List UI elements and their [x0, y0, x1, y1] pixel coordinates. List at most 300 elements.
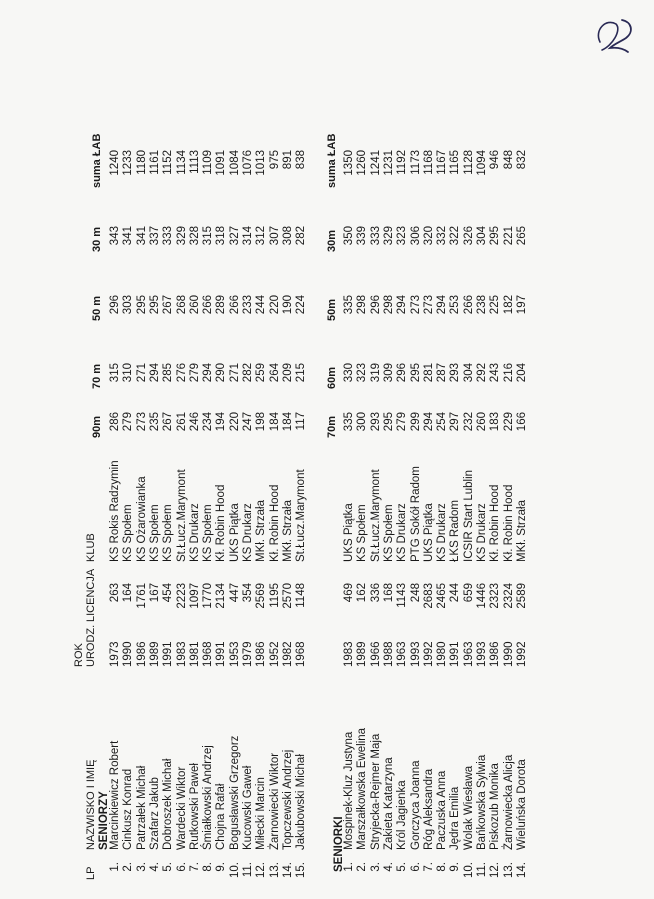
- row-score-2: 292: [476, 363, 488, 383]
- row-lp: 6.: [409, 862, 422, 872]
- row-year: 1953: [228, 641, 241, 667]
- row-score-4: 312: [255, 226, 268, 246]
- row-club: Kł. Robin Hood: [502, 484, 515, 562]
- row-total: 1076: [242, 150, 254, 176]
- row-score-4: 341: [122, 226, 135, 246]
- table-row: [189, 80, 202, 880]
- row-score-2: 309: [382, 363, 395, 383]
- dist-header: 60m: [326, 366, 338, 389]
- row-year: 1983: [343, 641, 355, 667]
- row-year: 1990: [122, 641, 135, 667]
- row-score-3: 224: [295, 295, 308, 315]
- row-total: 1152: [162, 150, 175, 175]
- row-club: KS Społem: [202, 504, 215, 562]
- col-header-club: KLUB: [85, 533, 97, 562]
- row-club: MKł. Strzała: [515, 500, 528, 562]
- row-year: 1990: [502, 641, 515, 667]
- row-total: 1134: [175, 150, 188, 175]
- row-name: Patrzałek Michał: [135, 765, 148, 850]
- row-name: Śmiałkowski Andrzej: [202, 745, 215, 850]
- row-score-2: 294: [148, 363, 161, 383]
- row-score-2: 271: [228, 363, 241, 383]
- row-total: 1128: [462, 150, 475, 175]
- row-licence: 2569: [255, 583, 268, 609]
- row-club: ICSIR Start Lublin: [462, 469, 475, 562]
- row-total: 1233: [122, 150, 135, 176]
- row-score-3: 266: [202, 295, 215, 315]
- table-row: [215, 80, 228, 880]
- row-year: 1983: [175, 641, 188, 667]
- row-year: 1989: [356, 641, 369, 667]
- row-score-4: 333: [162, 226, 175, 246]
- row-year: 1980: [436, 641, 449, 667]
- row-year: 1973: [109, 641, 121, 667]
- row-lp: 10.: [228, 862, 241, 878]
- row-year: 1986: [135, 641, 148, 667]
- table-row: [269, 80, 282, 880]
- dist-header: suma ŁAB: [326, 133, 338, 188]
- row-score-3: 289: [215, 295, 228, 315]
- row-score-2: 271: [135, 363, 148, 383]
- row-licence: 1143: [396, 583, 409, 608]
- row-year: 1952: [268, 641, 281, 667]
- row-name: Paczuska Anna: [436, 770, 449, 850]
- row-lp: 12.: [489, 862, 502, 878]
- row-score-4: 308: [281, 226, 294, 246]
- row-year: 1992: [422, 641, 435, 667]
- row-licence: 2589: [515, 583, 528, 609]
- row-lp: 6.: [175, 862, 188, 872]
- row-name: Cinkusz Konrad: [122, 768, 135, 850]
- row-lp: 9.: [215, 862, 228, 872]
- row-score-3: 220: [268, 295, 281, 315]
- row-licence: 1195: [268, 583, 281, 608]
- row-score-2: 323: [356, 363, 369, 383]
- row-lp: 13.: [268, 862, 281, 878]
- row-score-2: 216: [502, 363, 515, 383]
- row-score-2: 315: [109, 363, 121, 383]
- row-total: 1084: [228, 150, 241, 176]
- row-score-1: 183: [489, 412, 502, 432]
- table-row: [463, 80, 476, 880]
- row-score-3: 225: [489, 295, 502, 315]
- row-club: KS Drukarz: [436, 503, 449, 562]
- row-score-2: 319: [369, 363, 382, 383]
- row-score-4: 221: [502, 226, 515, 246]
- row-total: 848: [502, 150, 515, 170]
- row-name: Wieluńska Dorota: [515, 759, 528, 850]
- table-row: [436, 80, 449, 880]
- row-score-1: 246: [188, 412, 201, 432]
- row-licence: 2570: [281, 583, 294, 609]
- row-name: Szafarz Jakub: [148, 777, 161, 850]
- row-licence: 1148: [295, 583, 308, 608]
- table-row: [383, 80, 396, 880]
- row-score-2: 290: [215, 363, 228, 383]
- row-score-2: 287: [436, 363, 449, 383]
- table-row: [109, 80, 122, 880]
- row-score-3: 244: [255, 295, 268, 315]
- row-score-2: 281: [422, 363, 435, 383]
- row-score-4: 343: [109, 226, 121, 246]
- row-score-1: 293: [369, 412, 382, 432]
- row-name: Kucowski Gaweł: [242, 765, 254, 850]
- row-lp: 7.: [422, 862, 435, 872]
- row-score-3: 266: [228, 295, 241, 315]
- row-score-3: 295: [135, 295, 148, 315]
- table-row: [136, 80, 149, 880]
- row-score-2: 295: [409, 363, 422, 383]
- row-score-2: 264: [268, 363, 281, 383]
- row-score-3: 197: [515, 295, 528, 315]
- row-total: 1161: [148, 150, 161, 175]
- row-licence: 263: [109, 583, 121, 603]
- row-name: Dobroszek Michał: [162, 758, 175, 850]
- row-name: Bańkowska Sylwia: [476, 754, 488, 850]
- row-name: Marszałkowska Ewelina: [356, 727, 369, 850]
- row-score-4: 295: [489, 226, 502, 246]
- row-total: 1192: [396, 150, 409, 175]
- row-score-4: 341: [135, 226, 148, 246]
- row-score-1: 254: [436, 412, 449, 432]
- row-name: Żarnowiecka Alicja: [502, 754, 515, 850]
- row-name: Jędra Emilia: [449, 786, 462, 850]
- row-score-1: 335: [343, 412, 355, 432]
- row-club: Kł. Robin Hood: [489, 484, 502, 562]
- row-licence: 2223: [175, 583, 188, 609]
- table-row: [356, 80, 369, 880]
- row-club: Kł. Robin Hood: [215, 484, 228, 562]
- row-club: KS Drukarz: [396, 503, 409, 562]
- table-row: [489, 80, 502, 880]
- table-row: [229, 80, 242, 880]
- row-score-1: 234: [202, 412, 215, 432]
- row-licence: 1761: [135, 583, 148, 609]
- row-score-2: 310: [122, 363, 135, 383]
- row-score-3: 273: [422, 295, 435, 315]
- row-licence: 248: [409, 583, 422, 603]
- row-score-3: 268: [175, 295, 188, 315]
- row-score-3: 267: [162, 295, 175, 315]
- row-licence: 469: [343, 583, 355, 603]
- row-score-1: 194: [215, 412, 228, 432]
- row-score-4: 265: [515, 226, 528, 246]
- row-total: 1113: [188, 150, 201, 174]
- table-row: [176, 80, 189, 880]
- section-title-women: SENIORKI: [333, 816, 345, 872]
- row-year: 1991: [215, 641, 228, 667]
- row-score-4: 337: [148, 226, 161, 246]
- row-year: 1963: [462, 641, 475, 667]
- row-year: 1966: [369, 641, 382, 667]
- row-club: PTG Sokół Radom: [409, 466, 422, 562]
- row-club: KS Społem: [382, 504, 395, 562]
- row-club: KS Społem: [356, 504, 369, 562]
- row-score-1: 220: [228, 412, 241, 432]
- row-score-3: 294: [436, 295, 449, 315]
- row-total: 1109: [202, 150, 215, 175]
- row-name: Miłecki Marcin: [255, 777, 268, 850]
- row-score-2: 294: [202, 363, 215, 383]
- col-header-year-bottom: URODZ.: [85, 624, 97, 667]
- row-name: Marcinkiewicz Robert: [109, 740, 121, 850]
- row-name: Żarnowiecki Wiktor: [268, 752, 281, 850]
- row-licence: 2134: [215, 583, 228, 609]
- row-year: 1989: [148, 641, 161, 667]
- row-lp: 12.: [255, 862, 268, 878]
- row-total: 1091: [215, 150, 228, 176]
- dist-header: 90m: [91, 415, 103, 438]
- row-club: KS Ożarowianka: [135, 476, 148, 562]
- row-score-4: 322: [449, 226, 462, 246]
- row-total: 1260: [356, 150, 369, 176]
- col-header-licence: LICENCJA: [85, 568, 97, 622]
- row-score-2: 209: [281, 363, 294, 383]
- table-row: [149, 80, 162, 880]
- col-header-name: NAZWISKO I IMIĘ: [85, 759, 97, 850]
- row-name: Zakieta Katarzyna: [382, 757, 395, 850]
- row-score-1: 299: [409, 412, 422, 432]
- row-lp: 4.: [382, 862, 395, 872]
- row-score-4: 339: [356, 226, 369, 246]
- row-score-1: 235: [148, 412, 161, 432]
- row-club: KS Rokis Radzymin: [109, 460, 121, 562]
- row-licence: 2324: [502, 583, 515, 609]
- row-score-2: 304: [462, 363, 475, 383]
- row-score-1: 229: [502, 412, 515, 432]
- row-score-4: 329: [382, 226, 395, 246]
- row-lp: 14.: [515, 862, 528, 878]
- row-score-4: 332: [436, 226, 449, 246]
- row-licence: 168: [382, 583, 395, 603]
- row-lp: 1.: [343, 862, 355, 872]
- row-name: Gorczyca Joanna: [409, 760, 422, 850]
- row-score-3: 298: [382, 295, 395, 315]
- row-club: KS Społem: [122, 504, 135, 562]
- table-row: [295, 80, 308, 880]
- table-row: [476, 80, 489, 880]
- row-club: KS Drukarz: [188, 503, 201, 562]
- row-licence: 2683: [422, 583, 435, 609]
- row-total: 975: [268, 150, 281, 170]
- row-year: 1979: [242, 641, 254, 667]
- row-total: 1180: [135, 150, 148, 175]
- row-lp: 9.: [449, 862, 462, 872]
- row-score-4: 327: [228, 226, 241, 246]
- dist-header: 50 m: [91, 295, 103, 321]
- row-licence: 1446: [476, 583, 488, 609]
- row-score-3: 273: [409, 295, 422, 315]
- row-score-4: 318: [215, 226, 228, 246]
- row-club: Kł. Robin Hood: [268, 484, 281, 562]
- row-name: Wolak Wiesława: [462, 765, 475, 850]
- row-club: St.Łucz.Marymont: [295, 469, 308, 562]
- row-score-1: 294: [422, 412, 435, 432]
- row-score-4: 333: [369, 226, 382, 246]
- row-licence: 2323: [489, 583, 502, 609]
- row-score-3: 238: [476, 295, 488, 315]
- results-sheet: [75, 80, 635, 880]
- row-score-1: 261: [175, 412, 188, 432]
- row-score-4: 314: [242, 226, 254, 246]
- row-licence: 354: [242, 583, 254, 603]
- handwritten-page-number: [592, 12, 638, 60]
- table-row: [202, 80, 215, 880]
- row-score-1: 184: [268, 412, 281, 432]
- table-row: [410, 80, 423, 880]
- row-total: 1173: [409, 150, 422, 175]
- row-score-4: 307: [268, 226, 281, 246]
- row-club: UKS Piątka: [422, 503, 435, 562]
- row-total: 1241: [369, 150, 382, 176]
- row-score-1: 247: [242, 412, 254, 432]
- row-score-3: 296: [369, 295, 382, 315]
- row-score-3: 294: [396, 295, 409, 315]
- row-lp: 5.: [162, 862, 175, 872]
- row-lp: 2.: [122, 862, 135, 872]
- row-lp: 2.: [356, 862, 369, 872]
- table-row: [162, 80, 175, 880]
- table-row: [255, 80, 268, 880]
- row-year: 1982: [281, 641, 294, 667]
- row-licence: 659: [462, 583, 475, 603]
- row-year: 1968: [295, 641, 308, 667]
- row-score-2: 293: [449, 363, 462, 383]
- row-name: Topczewski Andrzej: [281, 749, 294, 850]
- row-score-4: 306: [409, 226, 422, 246]
- dist-header: 50m: [326, 298, 338, 321]
- row-lp: 15.: [295, 862, 308, 878]
- row-score-1: 198: [255, 412, 268, 432]
- row-year: 1986: [489, 641, 502, 667]
- row-lp: 14.: [281, 862, 294, 878]
- row-score-1: 295: [382, 412, 395, 432]
- row-score-3: 295: [148, 295, 161, 315]
- dist-header: 70m: [326, 415, 338, 438]
- row-year: 1992: [515, 641, 528, 667]
- row-lp: 7.: [188, 862, 201, 872]
- row-licence: 447: [228, 583, 241, 603]
- row-total: 1231: [382, 150, 395, 176]
- row-score-4: 282: [295, 226, 308, 246]
- row-score-2: 330: [343, 363, 355, 383]
- row-score-3: 296: [109, 295, 121, 315]
- row-score-3: 233: [242, 295, 254, 315]
- row-total: 1240: [109, 150, 121, 176]
- row-lp: 3.: [369, 862, 382, 872]
- table-row: [370, 80, 383, 880]
- row-licence: 244: [449, 583, 462, 603]
- row-lp: 4.: [148, 862, 161, 872]
- row-score-1: 184: [281, 412, 294, 432]
- row-lp: 11.: [242, 862, 254, 878]
- dist-header: suma ŁAB: [91, 133, 103, 188]
- table-row: [503, 80, 516, 880]
- row-lp: 13.: [502, 862, 515, 878]
- table-row: [516, 80, 529, 880]
- row-licence: 336: [369, 583, 382, 603]
- row-licence: 2465: [436, 583, 449, 609]
- row-score-3: 303: [122, 295, 135, 315]
- row-score-3: 260: [188, 295, 201, 315]
- row-year: 1993: [409, 641, 422, 667]
- row-total: 838: [295, 150, 308, 170]
- row-score-1: 117: [295, 412, 308, 431]
- row-score-3: 266: [462, 295, 475, 315]
- row-score-2: 279: [188, 363, 201, 383]
- row-total: 1167: [436, 150, 449, 175]
- row-score-4: 328: [188, 226, 201, 246]
- row-year: 1981: [188, 641, 201, 667]
- table-row: [449, 80, 462, 880]
- row-score-1: 297: [449, 412, 462, 432]
- row-club: KS Drukarz: [476, 503, 488, 562]
- row-total: 891: [281, 150, 294, 170]
- row-lp: 5.: [396, 862, 409, 872]
- section-title-men: SENIORZY: [98, 791, 110, 850]
- row-score-1: 232: [462, 412, 475, 432]
- row-club: St.Łucz.Marymont: [369, 469, 382, 562]
- row-name: Stryjecka-Rejmer Maja: [369, 733, 382, 850]
- row-score-2: 243: [489, 363, 502, 383]
- row-score-2: 282: [242, 363, 254, 383]
- row-name: Rutkowski Paweł: [188, 763, 201, 850]
- row-club: ŁKS Radom: [449, 499, 462, 562]
- row-year: 1991: [449, 641, 462, 667]
- row-club: UKS Piątka: [343, 503, 355, 562]
- row-name: Jakubowski Michał: [295, 754, 308, 850]
- row-total: 1350: [343, 150, 355, 176]
- row-lp: 8.: [436, 862, 449, 872]
- row-score-4: 320: [422, 226, 435, 246]
- row-score-1: 300: [356, 412, 369, 432]
- row-name: Chojna Rafał: [215, 783, 228, 850]
- row-year: 1993: [476, 641, 488, 667]
- row-name: Bogusławski Grzegorz: [228, 735, 241, 850]
- row-score-1: 279: [396, 412, 409, 432]
- table-row: [396, 80, 409, 880]
- table-row: [423, 80, 436, 880]
- row-licence: 1770: [202, 583, 215, 609]
- row-score-1: 260: [476, 412, 488, 432]
- dist-header: 30m: [326, 229, 338, 252]
- row-club: MKł. Strzała: [281, 500, 294, 562]
- row-name: Mospinek-Kluz Justyna: [343, 731, 355, 850]
- row-score-4: 329: [175, 226, 188, 246]
- row-club: St.Łucz.Marymont: [175, 469, 188, 562]
- row-total: 1165: [449, 150, 462, 175]
- row-licence: 1097: [188, 583, 201, 609]
- row-licence: 164: [122, 583, 135, 603]
- row-licence: 162: [356, 583, 369, 603]
- row-score-3: 190: [281, 295, 294, 315]
- row-name: Róg Aleksandra: [422, 768, 435, 850]
- row-year: 1991: [162, 641, 175, 667]
- col-header-year-top: ROK: [73, 643, 85, 667]
- table-row: [282, 80, 295, 880]
- table-row: [122, 80, 135, 880]
- row-club: KS Drukarz: [242, 503, 254, 562]
- row-name: Król Jagienka: [396, 780, 409, 850]
- row-total: 832: [515, 150, 528, 170]
- row-score-2: 204: [515, 363, 528, 383]
- row-score-4: 304: [476, 226, 488, 246]
- dist-header: 70 m: [91, 363, 103, 389]
- row-club: KS Społem: [162, 504, 175, 562]
- row-score-1: 279: [122, 412, 135, 432]
- row-name: Piskozub Monika: [489, 763, 502, 850]
- row-score-4: 315: [202, 226, 215, 246]
